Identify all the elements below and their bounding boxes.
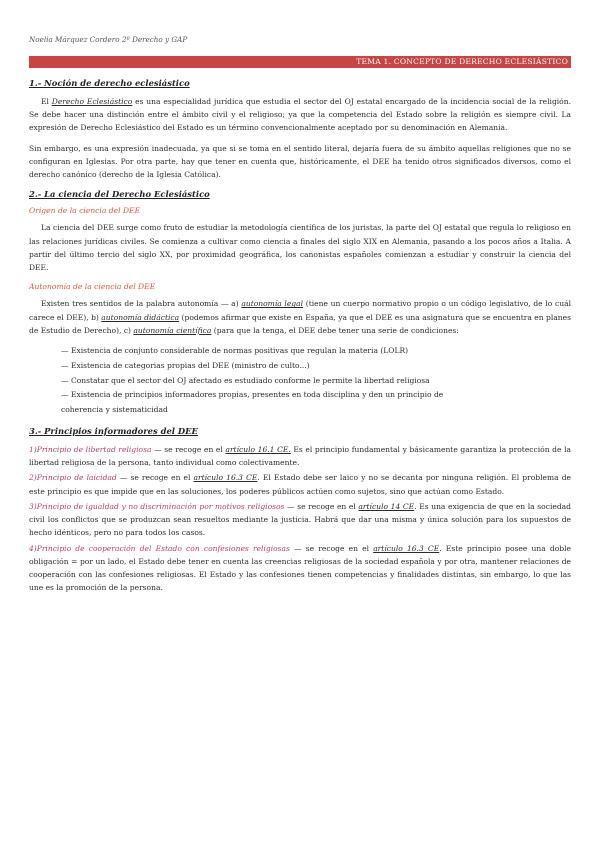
conditions-list (29, 344, 571, 418)
author-header: Noelia Márquez Cordero 2º Derecho y GAP (29, 35, 188, 44)
principle-1-title: 1)Principio de libertad religiosa (29, 444, 152, 454)
term-autonomia-legal: autonomía legal (241, 299, 304, 309)
text-run: Es el principio fundamental y básicamente garantiza la protección de la libertad religiosa de la persona, tanto individual como colectivamente. (29, 444, 572, 467)
list-item: coherencia y sistematicidad (61, 405, 168, 415)
principle-3 (29, 500, 571, 540)
section-1-paragraph-2: Sin embargo, es una expresión inadecuada, ya que si se toma en el sentido literal, dejaría fuera de su ámbito aquellas religiones que no se configuran en Iglesias. Por otra parte, hay que tener en cuenta que, históricamente, el DEE ha tenido otros significados diversos, como el derecho canónico (derecho de la Iglesia Católica). (29, 143, 571, 180)
list-item: — Existencia de categorias propias del DEE (ministro de culto...) (61, 360, 310, 370)
text-run: — se recoge en el (151, 444, 226, 454)
subsection-autonomia-heading: Autonomía de la ciencia del DEE (29, 281, 156, 291)
term-autonomia-didactica: autonomía didáctica (101, 312, 180, 322)
text-run: es una especialidad jurídica que estudia el sector del OJ estatal encargado de la incidencia social de la religión. Se debe hacer una distinción entre el ámbito civil y el religioso; ya que la competencia del Estado sobre la religión es siempre civil. La expresión de Derecho Eclesiástico del Estado es un término convencionalmente aceptado por su denominación en Alemania. (29, 96, 571, 133)
text-run: — se recoge en el (289, 543, 374, 553)
subsection-origen-heading: Origen de la ciencia del DEE (29, 205, 141, 215)
list-item: — Existencia de conjunto considerable de normas positivas que regulan la materia (LOLR) (61, 346, 409, 356)
principle-4 (29, 542, 571, 595)
text-run: — se recoge en el (284, 501, 359, 511)
principle-4-title: 4)Principio de cooperación del Estado con confesiones religiosas (29, 543, 290, 553)
principle-2 (29, 471, 571, 498)
text-run: . Este principio posee una doble obligación = por un lado, el Estado debe tener en cuenta las creencias religiosas de la sociedad española y por otra, mantener relaciones de cooperación con las confesiones religiosas. El Estado y las confesiones tienen competencias y finalidades distintas, sin embargo, lo que las une es la promoción de la persona. (29, 543, 572, 593)
text-run: El (41, 96, 52, 106)
section-1-paragraph-1 (29, 95, 571, 135)
article-reference: artículo 14 CE (358, 501, 415, 511)
article-reference: artículo 16.1 CE. (225, 444, 291, 454)
topic-title-bar: TEMA 1. CONCEPTO DE DERECHO ECLESIÁSTICO (29, 56, 571, 68)
article-reference: artículo 16.3 CE (193, 473, 258, 483)
term-autonomia-cientifica: autonomía científica (133, 325, 212, 335)
principle-2-title: 2)Principio de laicidad (29, 473, 117, 483)
section-3-heading: 3.- Principios informadores del DEE (29, 425, 198, 436)
text-run: (tiene un cuerpo normativo propio o un código legislativo, de lo cuál carece el DEE), b) (29, 299, 571, 322)
principle-1 (29, 443, 571, 470)
text-run: (para que la tenga, el DEE debe tener una serie de condiciones: (211, 325, 459, 335)
text-run: . Es una exigencia de que en la sociedad civil los conflictos que se produzcan sean resueltos mediante la justicia. Habrá que dar una misma y única solución para los supuestos de hecho idénticos, pero no para todos los casos. (29, 501, 571, 538)
text-run: Existen tres sentidos de la palabra autonomía — a) (41, 299, 242, 309)
section-2-heading: 2.- La ciencia del Derecho Eclesiástico (29, 188, 210, 199)
list-item: — Existencia de principios informadores propias, presentes en toda disciplina y den un principio de (61, 390, 444, 400)
section-2-paragraph-2 (29, 297, 571, 337)
article-reference: artículo 16.3 CE (373, 543, 440, 553)
document-body (29, 78, 571, 597)
text-run: — se recoge en el (116, 473, 194, 483)
text-run: (podemos afirmar que existe en España, ya que el DEE es una asignatura que se encuentra en planes de Estudio de Derecho), c) (29, 312, 572, 335)
section-2-paragraph-1: La ciencia del DEE surge como fruto de estudiar la metodología científica de los juristas, la parte del OJ estatal que regula lo religioso en las relaciones jurídicas civiles. Se comienza a cultivar como ciencia a finales del siglo XIX en Alemania, pasando a los pocos años a Italia. A partir del último tercio del siglo XX, por proximidad geográfica, los canonistas españoles comienzan a estudiar y construir la ciencia del DEE. (29, 223, 571, 273)
text-run: . El Estado debe ser laico y no se decanta por ninguna religión. El problema de este principio es que impide que en las soluciones, los poderes públicos actúen como sujetos, sino que actúan como Estado. (29, 473, 571, 496)
term-derecho-eclesiastico: Derecho Eclesiástico (51, 96, 133, 106)
list-item: — Constatar que el sector del OJ afectado es estudiado conforme le permite la libertad religiosa (61, 375, 430, 385)
principle-3-title: 3)Principio de igualdad y no discriminación por motivos religiosos (29, 501, 285, 511)
section-1-heading: 1.- Noción de derecho eclesiástico (29, 78, 190, 88)
